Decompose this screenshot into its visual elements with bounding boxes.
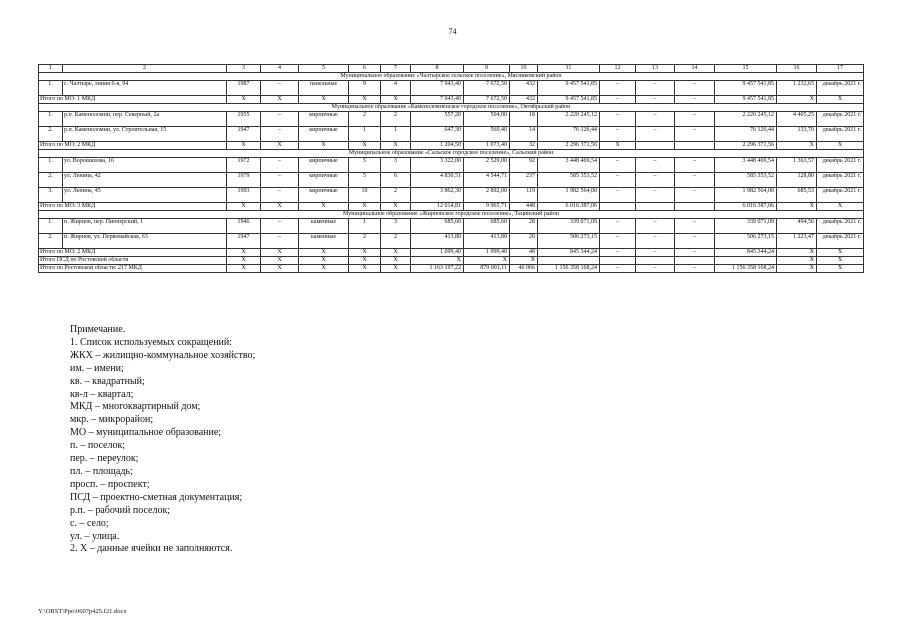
table-cell: 413,80 — [411, 234, 464, 249]
column-number-cell: 17 — [817, 65, 864, 73]
table-cell: 432 — [510, 96, 538, 104]
table-cell — [675, 257, 715, 265]
table-cell: 557,20 — [411, 112, 464, 127]
table-cell: кирпичные — [299, 112, 349, 127]
table-cell: X — [777, 257, 817, 265]
table-cell: 1 204,50 — [411, 142, 464, 150]
table-cell: 1 982 564,00 — [715, 188, 777, 203]
table-cell: 685,60 — [411, 219, 464, 234]
total-row — [39, 142, 864, 150]
note-line: р.п. – рабочий поселок; — [70, 504, 171, 516]
table-cell: 10 — [349, 188, 381, 203]
table-cell: X — [227, 96, 261, 104]
table-cell: 18 — [510, 112, 538, 127]
table-cell: 506 273,15 — [715, 234, 777, 249]
table-cell: – — [261, 158, 299, 173]
table-cell: X — [261, 142, 299, 150]
table-cell: 1972 — [227, 158, 261, 173]
table-cell: 845 344,24 — [538, 249, 600, 257]
table-cell: X — [464, 257, 510, 265]
table-cell: 3 448 469,54 — [715, 158, 777, 173]
table-cell: X — [299, 249, 349, 257]
table-cell: – — [600, 127, 636, 142]
table-cell: – — [675, 81, 715, 96]
table-cell: 119 — [510, 188, 538, 203]
table-cell: 1. — [39, 81, 63, 96]
table-cell: 1979 — [227, 173, 261, 188]
table-cell: 3 322,00 — [411, 158, 464, 173]
table-cell: 9 457 541,85 — [538, 96, 600, 104]
table-cell: 7 672,50 — [464, 81, 510, 96]
table-cell: 432 — [510, 81, 538, 96]
table-cell: 14 — [510, 127, 538, 142]
notes-block — [70, 324, 255, 556]
table-cell: декабрь 2021 г. — [817, 127, 864, 142]
table-cell: декабрь 2021 г. — [817, 81, 864, 96]
table-cell: 1 982 564,00 — [538, 188, 600, 203]
table-cell: ул. Ленина, 45 — [63, 188, 227, 203]
table-cell: X — [510, 257, 538, 265]
table-cell: 585 353,52 — [538, 173, 600, 188]
table-cell: 2 — [349, 234, 381, 249]
table-cell: X — [227, 249, 261, 257]
table-row — [39, 173, 864, 188]
table-cell: 4 405,25 — [777, 112, 817, 127]
municipality-section-row — [39, 104, 864, 112]
table-cell: 12 014,81 — [411, 203, 464, 211]
table-cell: 4 830,51 — [411, 173, 464, 188]
table-cell: ул. Ворошилова, 16 — [63, 158, 227, 173]
table-cell: X — [381, 249, 411, 257]
table-cell: – — [261, 173, 299, 188]
table-cell: 2 529,00 — [464, 158, 510, 173]
note-line: ул. – улица. — [70, 530, 120, 542]
table-cell: кирпичные — [299, 173, 349, 188]
table-cell: X — [411, 257, 464, 265]
table-cell: – — [636, 173, 675, 188]
table-cell: 133,70 — [777, 127, 817, 142]
table-cell: ул. Ленина, 42 — [63, 173, 227, 188]
note-line: МО – муниципальное образование; — [70, 427, 222, 439]
table-cell: 3 — [381, 158, 411, 173]
table-cell: X — [777, 265, 817, 273]
column-number-cell: 1 — [39, 65, 63, 73]
table-cell: 1 099,40 — [411, 249, 464, 257]
column-number-cell: 4 — [261, 65, 299, 73]
table-cell — [636, 203, 675, 211]
total-label: Итого по МО: 2 МКД — [39, 142, 227, 150]
table-cell: 2. — [39, 234, 63, 249]
municipality-section-row — [39, 150, 864, 158]
column-number-cell: 7 — [381, 65, 411, 73]
table-cell: – — [636, 265, 675, 273]
table-cell: X — [381, 203, 411, 211]
table-cell: декабрь 2021 г. — [817, 158, 864, 173]
municipality-section-row — [39, 73, 864, 81]
table-cell: 339 071,09 — [538, 219, 600, 234]
table-cell: – — [636, 112, 675, 127]
table-cell: 237 — [510, 173, 538, 188]
table-cell: 6 016 387,06 — [715, 203, 777, 211]
table-cell: 9 965,71 — [464, 203, 510, 211]
note-line: 1. Список используемых сокращений: — [70, 336, 233, 348]
table-cell: 48 — [510, 249, 538, 257]
table-row — [39, 158, 864, 173]
table-row — [39, 81, 864, 96]
table-cell: X — [777, 142, 817, 150]
table-cell: 2 220 245,12 — [538, 112, 600, 127]
column-number-cell: 15 — [715, 65, 777, 73]
total-row — [39, 249, 864, 257]
table-cell — [600, 257, 636, 265]
note-line: просп. – проспект; — [70, 478, 150, 490]
table-cell: 20 — [510, 234, 538, 249]
table-cell: X — [261, 257, 299, 265]
table-cell: – — [675, 234, 715, 249]
table-cell: 1993 — [227, 188, 261, 203]
table-cell: 6 — [381, 173, 411, 188]
table-cell: 3. — [39, 188, 63, 203]
column-number-cell: 9 — [464, 65, 510, 73]
table-cell: – — [261, 127, 299, 142]
table-cell: X — [349, 203, 381, 211]
table-cell — [675, 142, 715, 150]
table-cell: X — [299, 203, 349, 211]
note-line: пл. – площадь; — [70, 465, 133, 477]
table-cell: X — [817, 142, 864, 150]
note-line: кв-л – квартал; — [70, 388, 134, 400]
column-number-cell: 10 — [510, 65, 538, 73]
table-cell: 2 220 245,12 — [715, 112, 777, 127]
table-cell: 128,80 — [777, 173, 817, 188]
table-cell: 647,30 — [411, 127, 464, 142]
municipality-section-row — [39, 211, 864, 219]
table-cell: X — [227, 142, 261, 150]
table-cell: – — [675, 173, 715, 188]
table-cell: X — [261, 249, 299, 257]
table-cell — [538, 257, 600, 265]
table-cell: X — [777, 203, 817, 211]
table-cell: 5 — [349, 173, 381, 188]
table-cell: – — [600, 219, 636, 234]
total-label: Итого по МО: 3 МКД — [39, 203, 227, 211]
table-cell: 5 — [349, 158, 381, 173]
table-cell: 2. — [39, 173, 63, 188]
table-cell: 9 457 541,85 — [715, 81, 777, 96]
table-cell: X — [261, 96, 299, 104]
total-row — [39, 203, 864, 211]
table-cell: X — [227, 257, 261, 265]
table-cell: – — [675, 265, 715, 273]
table-cell: 494,56 — [777, 219, 817, 234]
total-label: Итого по МО: 2 МКД — [39, 249, 227, 257]
table-cell — [636, 142, 675, 150]
table-cell: X — [381, 96, 411, 104]
page-number: 74 — [448, 27, 457, 36]
table-cell: 339 071,09 — [715, 219, 777, 234]
municipality-heading: Муниципальное образование «Чалтырское сельское поселение», Мясниковский район — [39, 73, 864, 81]
table-cell: каменные — [299, 219, 349, 234]
table-cell: X — [817, 257, 864, 265]
table-cell: 1 156 358 168,24 — [715, 265, 777, 273]
table-cell: каменные — [299, 234, 349, 249]
table-cell: 1 099,40 — [464, 249, 510, 257]
table-cell: 7 672,50 — [464, 96, 510, 104]
table-row — [39, 112, 864, 127]
table-cell: 76 126,44 — [538, 127, 600, 142]
note-line: ПСД – проектно-сметная документация; — [70, 491, 243, 503]
table-cell: – — [600, 234, 636, 249]
table-cell: декабрь 2021 г. — [817, 234, 864, 249]
table-cell: – — [600, 188, 636, 203]
municipality-heading: Муниципальное образование «Сальское городское поселение», Сальский район — [39, 150, 864, 158]
note-line: п. – поселок; — [70, 440, 126, 452]
table-cell: декабрь 2021 г. — [817, 112, 864, 127]
table-cell: X — [600, 142, 636, 150]
table-cell: – — [636, 96, 675, 104]
table-cell: X — [299, 142, 349, 150]
table-cell: – — [675, 158, 715, 173]
file-path-footer: Y:\ORST\Ppo\0607p425.f21.docx — [38, 608, 127, 615]
table-cell: – — [261, 234, 299, 249]
table-cell: 845 344,24 — [715, 249, 777, 257]
table-cell: 46 066 — [510, 265, 538, 273]
table-cell: X — [349, 257, 381, 265]
table-cell: 1. — [39, 158, 63, 173]
table-cell: 1 073,40 — [464, 142, 510, 150]
table-cell: 7 943,40 — [411, 81, 464, 96]
table-cell: 1 — [349, 219, 381, 234]
table-cell: 506 273,15 — [538, 234, 600, 249]
table-cell: X — [349, 265, 381, 273]
table-cell: X — [299, 265, 349, 273]
table-cell: п. Жирнов, пер. Пионерский, 1 — [63, 219, 227, 234]
table-cell: кирпичные — [299, 158, 349, 173]
table-cell: – — [636, 219, 675, 234]
table-cell: – — [261, 81, 299, 96]
table-cell: кирпичные — [299, 127, 349, 142]
table-cell: X — [817, 203, 864, 211]
table-cell: X — [227, 203, 261, 211]
table-cell: 9 — [349, 81, 381, 96]
table-cell — [636, 257, 675, 265]
table-cell: X — [299, 96, 349, 104]
table-cell: декабрь 2021 г. — [817, 188, 864, 203]
table-cell: 2 — [381, 112, 411, 127]
table-cell: 2 — [381, 234, 411, 249]
table-cell: 1955 — [227, 112, 261, 127]
table-cell: 448 — [510, 203, 538, 211]
note-line: мкр. – микрорайон; — [70, 414, 154, 426]
table-cell: 585 353,52 — [715, 173, 777, 188]
table-cell: – — [675, 127, 715, 142]
municipality-heading: Муниципальное образование «Каменоломненское городское поселение», Октябрьский район — [39, 104, 864, 112]
table-cell — [715, 257, 777, 265]
table-cell: 2 296 371,56 — [715, 142, 777, 150]
table-cell: 2 296 371,56 — [538, 142, 600, 150]
table-cell: – — [600, 158, 636, 173]
table-cell: – — [261, 219, 299, 234]
table-cell: 1 232,65 — [777, 81, 817, 96]
table-cell: 2 892,00 — [464, 188, 510, 203]
table-cell: 1 163 197,22 — [411, 265, 464, 273]
table-cell: – — [600, 265, 636, 273]
table-cell: р.п. Каменоломни, пер. Северный, 2а — [63, 112, 227, 127]
table-cell: – — [600, 81, 636, 96]
table-row — [39, 219, 864, 234]
table-cell: 2 — [381, 188, 411, 203]
table-cell: с. Чалтырь, линия 6-я, 94 — [63, 81, 227, 96]
table-cell: X — [349, 142, 381, 150]
table-cell: 76 126,44 — [715, 127, 777, 142]
table-cell: 3 862,30 — [411, 188, 464, 203]
table-cell: – — [675, 219, 715, 234]
table-row — [39, 234, 864, 249]
table-header-row — [39, 65, 864, 73]
table-cell: декабрь 2021 г. — [817, 173, 864, 188]
table-cell: 28 — [510, 219, 538, 234]
table-cell: X — [381, 265, 411, 273]
municipality-heading: Муниципальное образование «Жирновское городское поселение», Тацинский район — [39, 211, 864, 219]
table-cell: 879 001,11 — [464, 265, 510, 273]
table-cell: X — [349, 96, 381, 104]
table-cell: – — [261, 188, 299, 203]
table-cell: 685,53 — [777, 188, 817, 203]
table-cell: 2. — [39, 127, 63, 142]
column-number-cell: 6 — [349, 65, 381, 73]
table-cell: 4 544,71 — [464, 173, 510, 188]
table-cell: декабрь 2021 г. — [817, 219, 864, 234]
table-cell: 1. — [39, 219, 63, 234]
table-cell: 4 — [381, 81, 411, 96]
table-cell: 32 — [510, 142, 538, 150]
table-cell: – — [636, 249, 675, 257]
table-cell: X — [777, 249, 817, 257]
column-number-cell: 3 — [227, 65, 261, 73]
table-cell: 9 457 541,85 — [538, 81, 600, 96]
table-cell: – — [600, 96, 636, 104]
column-number-cell: 14 — [675, 65, 715, 73]
total-row — [39, 96, 864, 104]
table-cell: – — [600, 249, 636, 257]
total-row — [39, 257, 864, 265]
total-row — [39, 265, 864, 273]
table-cell: – — [636, 158, 675, 173]
column-number-cell: 13 — [636, 65, 675, 73]
table-cell: панельные — [299, 81, 349, 96]
notes-heading: Примечание. — [70, 324, 126, 335]
table-cell: 1987 — [227, 81, 261, 96]
table-cell: X — [777, 96, 817, 104]
table-cell — [600, 203, 636, 211]
table-cell — [675, 203, 715, 211]
table-cell: – — [675, 96, 715, 104]
table-cell: 685,60 — [464, 219, 510, 234]
table-cell: – — [261, 112, 299, 127]
table-cell: 7 943,40 — [411, 96, 464, 104]
note-line: пер. – переулок; — [70, 453, 139, 465]
table-cell: X — [817, 96, 864, 104]
note-line: 2. X – данные ячейки не заполняются. — [70, 543, 233, 555]
table-row — [39, 188, 864, 203]
table-row — [39, 127, 864, 142]
table-cell: – — [600, 173, 636, 188]
note-line: МКД – многоквартирный дом; — [70, 401, 201, 413]
column-number-cell: 2 — [63, 65, 227, 73]
table-cell: 3 448 469,54 — [538, 158, 600, 173]
table-cell: X — [227, 265, 261, 273]
note-line: кв. – квадратный; — [70, 375, 145, 387]
note-line: им. – имени; — [70, 362, 124, 374]
table-cell: – — [636, 81, 675, 96]
housing-register-table — [38, 64, 864, 273]
table-cell: кирпичные — [299, 188, 349, 203]
table-cell: 2 — [349, 112, 381, 127]
table-cell: X — [817, 249, 864, 257]
table-cell: 1 — [349, 127, 381, 142]
table-cell: р.п. Каменоломни, ул. Строительная, 15 — [63, 127, 227, 142]
table-cell: X — [381, 257, 411, 265]
table-cell: 1 223,47 — [777, 234, 817, 249]
table-cell: 413,80 — [464, 234, 510, 249]
table-cell: – — [675, 112, 715, 127]
total-label: Итого по Ростовской области: 217 МКД — [39, 265, 227, 273]
column-number-cell: 8 — [411, 65, 464, 73]
column-number-cell: 12 — [600, 65, 636, 73]
table-cell: X — [349, 249, 381, 257]
table-cell: 1 — [381, 127, 411, 142]
table-cell: 1946 — [227, 219, 261, 234]
table-cell: п. Жирнов, ул. Первомайская, 63 — [63, 234, 227, 249]
table-cell: 1 156 358 168,24 — [538, 265, 600, 273]
table-cell: 1947 — [227, 127, 261, 142]
total-label: Итого по МО: 1 МКД — [39, 96, 227, 104]
table-cell: X — [381, 142, 411, 150]
table-cell: 1 363,57 — [777, 158, 817, 173]
table-cell: – — [675, 249, 715, 257]
table-cell: 3 — [381, 219, 411, 234]
table-cell: – — [636, 188, 675, 203]
table-cell: 1947 — [227, 234, 261, 249]
table-cell: X — [817, 265, 864, 273]
note-line: ЖКХ – жилищно-коммунальное хозяйство; — [70, 349, 256, 361]
table-cell: X — [261, 203, 299, 211]
table-cell: 9 457 541,85 — [715, 96, 777, 104]
column-number-cell: 16 — [777, 65, 817, 73]
table-cell: 1. — [39, 112, 63, 127]
table-cell: – — [636, 127, 675, 142]
table-cell: X — [261, 265, 299, 273]
table-cell: 92 — [510, 158, 538, 173]
column-number-cell: 11 — [538, 65, 600, 73]
note-line: с. – село; — [70, 517, 109, 529]
column-number-cell: 5 — [299, 65, 349, 73]
table-cell: – — [675, 188, 715, 203]
total-label: Итого ПСД по Ростовской области — [39, 257, 227, 265]
table-cell: – — [600, 112, 636, 127]
table-cell: X — [299, 257, 349, 265]
table-cell: – — [636, 234, 675, 249]
table-cell: 504,00 — [464, 112, 510, 127]
table-cell: 6 016 387,06 — [538, 203, 600, 211]
table-cell: 569,40 — [464, 127, 510, 142]
